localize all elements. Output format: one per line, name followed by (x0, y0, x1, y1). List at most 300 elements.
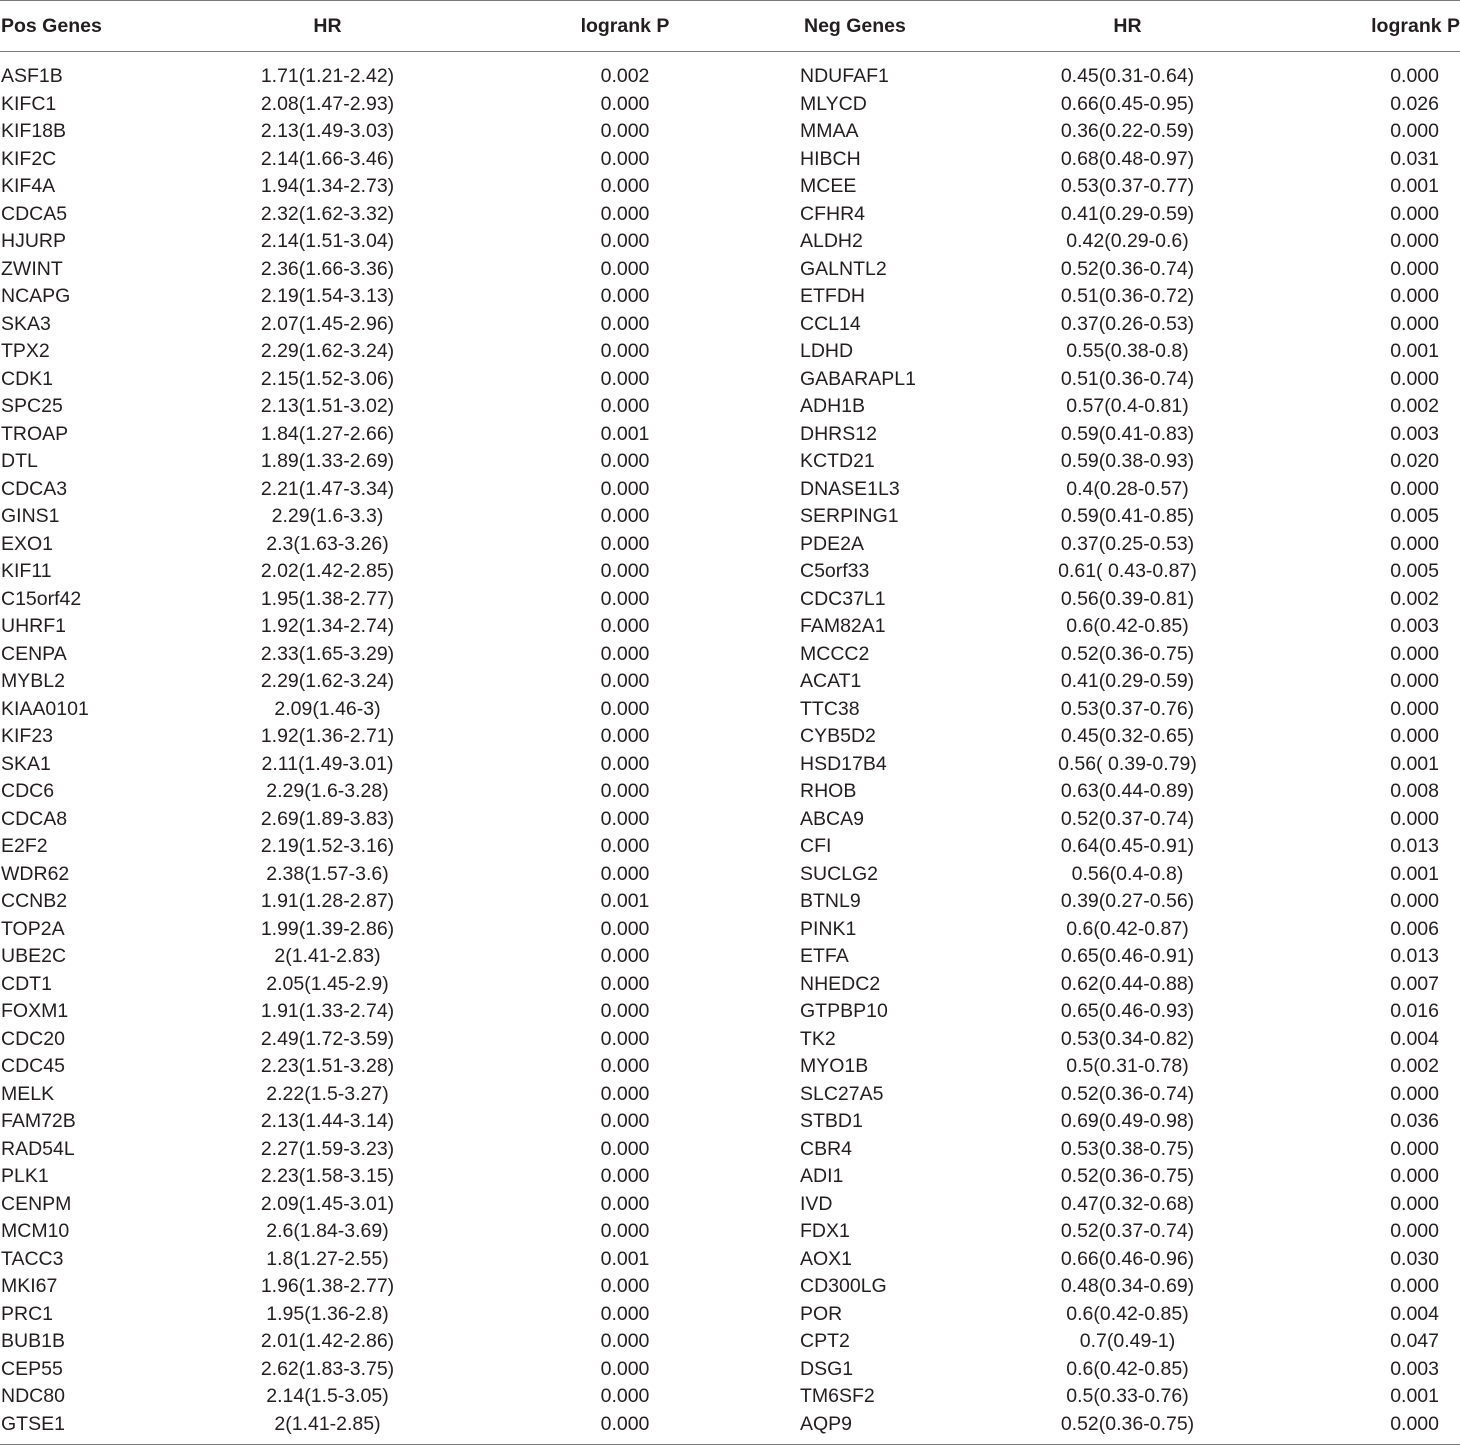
header-neg-logrank-p: logrank P (1305, 1, 1460, 52)
neg-logrank-p-cell: 0.002 (1390, 395, 1439, 418)
table-row (0, 998, 1460, 1026)
neg-gene-cell: TK2 (800, 1027, 836, 1050)
table-row (0, 751, 1460, 779)
neg-hr-cell: 0.56(0.39-0.81) (1060, 587, 1195, 610)
pos-logrank-p-cell: 0.000 (600, 1330, 650, 1353)
pos-gene-cell: KIF23 (1, 725, 54, 748)
pos-hr-cell: 1.99(1.39-2.86) (260, 917, 395, 940)
pos-hr-cell: 2.22(1.5-3.27) (266, 1082, 389, 1105)
neg-hr-cell: 0.53(0.34-0.82) (1060, 1027, 1195, 1050)
neg-logrank-p-cell: 0.013 (1390, 945, 1439, 968)
neg-gene-cell: ALDH2 (800, 230, 863, 253)
pos-gene-cell: MCM10 (1, 1220, 70, 1243)
table-row (0, 228, 1460, 256)
pos-gene-cell: FOXM1 (1, 1000, 69, 1023)
neg-logrank-p-cell: 0.000 (1390, 1275, 1439, 1298)
neg-gene-cell: NDUFAF1 (800, 65, 889, 88)
neg-logrank-p-cell: 0.000 (1390, 697, 1439, 720)
pos-logrank-p-cell: 0.000 (600, 1027, 650, 1050)
neg-hr-cell: 0.52(0.36-0.75) (1060, 1165, 1195, 1188)
neg-gene-cell: ADH1B (800, 395, 866, 418)
pos-hr-cell: 1.94(1.34-2.73) (260, 175, 395, 198)
pos-logrank-p-cell: 0.000 (600, 505, 650, 528)
neg-gene-cell: DSG1 (800, 1357, 854, 1380)
neg-logrank-p-cell: 0.000 (1390, 642, 1439, 665)
pos-hr-cell: 2.05(1.45-2.9) (266, 972, 389, 995)
neg-hr-cell: 0.64(0.45-0.91) (1060, 835, 1195, 858)
neg-logrank-p-cell: 0.000 (1305, 1411, 1460, 1445)
neg-gene-cell: SERPING1 (800, 505, 899, 528)
pos-logrank-p-cell: 0.000 (600, 835, 650, 858)
neg-gene-cell: SUCLG2 (800, 862, 879, 885)
neg-hr-cell: 0.65(0.46-0.93) (1060, 1000, 1195, 1023)
table-row (0, 1081, 1460, 1109)
pos-gene-cell: MELK (1, 1082, 55, 1105)
neg-hr-cell: 0.66(0.46-0.96) (1060, 1247, 1195, 1270)
table-row (0, 1328, 1460, 1356)
neg-gene-cell: CBR4 (800, 1137, 853, 1160)
pos-logrank-p-cell: 0.000 (600, 670, 650, 693)
neg-hr-cell: 0.39(0.27-0.56) (1060, 890, 1195, 913)
pos-logrank-p-cell: 0.001 (600, 890, 650, 913)
pos-logrank-p-cell: 0.000 (600, 917, 650, 940)
neg-gene-cell: GALNTL2 (800, 257, 887, 280)
pos-logrank-p-cell: 0.000 (600, 725, 650, 748)
neg-logrank-p-cell: 0.004 (1390, 1302, 1439, 1325)
pos-hr-cell: 2.23(1.58-3.15) (260, 1165, 395, 1188)
table-row (0, 916, 1460, 944)
pos-gene-cell: CDCA3 (1, 477, 68, 500)
neg-gene-cell: PINK1 (800, 917, 857, 940)
pos-gene-cell: UBE2C (1, 945, 67, 968)
pos-hr-cell: 2.19(1.54-3.13) (260, 285, 395, 308)
neg-hr-cell: 0.69(0.49-0.98) (1060, 1110, 1195, 1133)
pos-hr-cell: 2.29(1.62-3.24) (260, 670, 395, 693)
neg-gene-cell: BTNL9 (800, 890, 861, 913)
pos-logrank-p-cell: 0.000 (600, 945, 650, 968)
neg-hr-cell: 0.41(0.29-0.59) (1060, 670, 1195, 693)
neg-hr-cell: 0.7(0.49-1) (1079, 1330, 1176, 1353)
pos-logrank-p-cell: 0.000 (600, 367, 650, 390)
pos-gene-cell: NDC80 (1, 1385, 65, 1408)
neg-hr-cell: 0.66(0.45-0.95) (1060, 92, 1195, 115)
neg-hr-cell: 0.6(0.42-0.85) (1066, 1357, 1189, 1380)
pos-logrank-p-cell: 0.000 (600, 780, 650, 803)
neg-logrank-p-cell: 0.000 (1390, 1192, 1439, 1215)
neg-gene-cell: C5orf33 (800, 560, 870, 583)
neg-hr-cell: 0.57(0.4-0.81) (1066, 395, 1189, 418)
table-row (0, 1026, 1460, 1054)
pos-logrank-p-cell: 0.000 (600, 175, 650, 198)
table-row (0, 888, 1460, 916)
pos-gene-cell: SPC25 (1, 395, 63, 418)
neg-logrank-p-cell: 0.001 (1390, 752, 1439, 775)
neg-gene-cell: TTC38 (800, 697, 860, 720)
neg-hr-cell: 0.51(0.36-0.74) (1060, 367, 1195, 390)
neg-hr-cell: 0.47(0.32-0.68) (1060, 1192, 1195, 1215)
pos-hr-cell: 2.15(1.52-3.06) (260, 367, 395, 390)
pos-hr-cell: 1.96(1.38-2.77) (260, 1275, 395, 1298)
pos-gene-cell: ZWINT (1, 257, 63, 280)
table-row (0, 448, 1460, 476)
neg-logrank-p-cell: 0.000 (1390, 1137, 1439, 1160)
neg-hr-cell: 0.52(0.36-0.74) (1060, 1082, 1195, 1105)
neg-gene-cell: DHRS12 (800, 422, 877, 445)
neg-hr-cell: 0.42(0.29-0.6) (1066, 230, 1189, 253)
table-row (0, 1163, 1460, 1191)
pos-logrank-p-cell: 0.000 (600, 1220, 650, 1243)
neg-logrank-p-cell: 0.000 (1390, 202, 1439, 225)
pos-logrank-p-cell: 0.000 (600, 92, 650, 115)
pos-hr-cell: 2.38(1.57-3.6) (266, 862, 389, 885)
neg-gene-cell: LDHD (800, 340, 854, 363)
neg-hr-cell: 0.59(0.41-0.83) (1060, 422, 1195, 445)
neg-logrank-p-cell: 0.000 (1390, 285, 1439, 308)
table-row (0, 1246, 1460, 1274)
neg-hr-cell: 0.52(0.36-0.75) (950, 1411, 1305, 1445)
table-row (0, 91, 1460, 119)
pos-gene-cell: EXO1 (1, 532, 54, 555)
pos-logrank-p-cell: 0.000 (600, 697, 650, 720)
neg-hr-cell: 0.52(0.37-0.74) (1060, 1220, 1195, 1243)
neg-gene-cell: CCL14 (800, 312, 861, 335)
pos-gene-cell: BUB1B (1, 1330, 65, 1353)
table-row (0, 558, 1460, 586)
table-row (0, 173, 1460, 201)
neg-logrank-p-cell: 0.006 (1390, 917, 1439, 940)
neg-logrank-p-cell: 0.004 (1390, 1027, 1439, 1050)
table-row (0, 118, 1460, 146)
pos-gene-cell: CDC45 (1, 1055, 65, 1078)
pos-gene-cell: NCAPG (1, 285, 71, 308)
pos-hr-cell: 2(1.41-2.83) (274, 945, 381, 968)
neg-gene-cell: AQP9 (795, 1411, 950, 1445)
table-row (0, 586, 1460, 614)
neg-logrank-p-cell: 0.001 (1390, 1385, 1439, 1408)
table-row (0, 1273, 1460, 1301)
neg-logrank-p-cell: 0.000 (1390, 120, 1439, 143)
pos-gene-cell: TPX2 (1, 340, 50, 363)
table-row (0, 613, 1460, 641)
pos-hr-cell: 2.21(1.47-3.34) (260, 477, 395, 500)
table-row (0, 1356, 1460, 1384)
neg-gene-cell: PDE2A (800, 532, 864, 555)
neg-hr-cell: 0.6(0.42-0.87) (1066, 917, 1189, 940)
neg-gene-cell: CDC37L1 (800, 587, 886, 610)
table-row (0, 283, 1460, 311)
neg-gene-cell: AOX1 (800, 1247, 853, 1270)
pos-logrank-p-cell: 0.000 (600, 587, 650, 610)
pos-logrank-p-cell: 0.000 (600, 1302, 650, 1325)
pos-logrank-p-cell: 0.000 (600, 615, 650, 638)
pos-logrank-p-cell: 0.000 (600, 395, 650, 418)
pos-hr-cell: 1.91(1.33-2.74) (260, 1000, 395, 1023)
neg-gene-cell: MLYCD (800, 92, 867, 115)
pos-hr-cell: 2.29(1.62-3.24) (260, 340, 395, 363)
pos-gene-cell: DTL (1, 450, 38, 473)
table-row (0, 1191, 1460, 1219)
neg-gene-cell: STBD1 (800, 1110, 863, 1133)
pos-gene-cell: MYBL2 (1, 670, 65, 693)
table-row (0, 1383, 1460, 1411)
pos-gene-cell: CEP55 (1, 1357, 63, 1380)
neg-gene-cell: FAM82A1 (800, 615, 886, 638)
neg-hr-cell: 0.56( 0.39-0.79) (1058, 752, 1197, 775)
pos-hr-cell: 2.62(1.83-3.75) (260, 1357, 395, 1380)
neg-logrank-p-cell: 0.000 (1390, 1082, 1439, 1105)
neg-gene-cell: CPT2 (800, 1330, 850, 1353)
neg-gene-cell: HIBCH (800, 147, 861, 170)
pos-hr-cell: 2.14(1.51-3.04) (260, 230, 395, 253)
pos-gene-cell: TOP2A (1, 917, 65, 940)
neg-gene-cell: MYO1B (800, 1055, 869, 1078)
pos-gene-cell: SKA3 (1, 312, 51, 335)
neg-gene-cell: NHEDC2 (800, 972, 881, 995)
pos-logrank-p-cell: 0.000 (600, 1055, 650, 1078)
pos-hr-cell: 1.95(1.36-2.8) (266, 1302, 389, 1325)
pos-gene-cell: UHRF1 (1, 615, 67, 638)
neg-logrank-p-cell: 0.020 (1390, 450, 1439, 473)
pos-logrank-p-cell: 0.000 (600, 862, 650, 885)
pos-logrank-p-cell: 0.000 (600, 1165, 650, 1188)
pos-logrank-p-cell: 0.000 (600, 1137, 650, 1160)
neg-logrank-p-cell: 0.002 (1390, 587, 1439, 610)
neg-gene-cell: ABCA9 (800, 807, 864, 830)
table-header (0, 1, 1460, 52)
neg-hr-cell: 0.45(0.32-0.65) (1060, 725, 1195, 748)
neg-hr-cell: 0.59(0.38-0.93) (1060, 450, 1195, 473)
pos-hr-cell: 1.89(1.33-2.69) (260, 450, 395, 473)
pos-hr-cell: 2.49(1.72-3.59) (260, 1027, 395, 1050)
table-row (0, 668, 1460, 696)
pos-logrank-p-cell: 0.000 (600, 807, 650, 830)
pos-hr-cell: 2.13(1.49-3.03) (260, 120, 395, 143)
neg-hr-cell: 0.6(0.42-0.85) (1066, 1302, 1189, 1325)
pos-hr-cell: 1.92(1.36-2.71) (260, 725, 395, 748)
neg-hr-cell: 0.48(0.34-0.69) (1060, 1275, 1195, 1298)
pos-gene-cell: CDCA5 (1, 202, 68, 225)
pos-logrank-p-cell: 0.000 (600, 1275, 650, 1298)
neg-logrank-p-cell: 0.007 (1390, 972, 1439, 995)
neg-logrank-p-cell: 0.003 (1390, 615, 1439, 638)
table-row (0, 256, 1460, 284)
neg-hr-cell: 0.65(0.46-0.91) (1060, 945, 1195, 968)
pos-hr-cell: 2.13(1.44-3.14) (260, 1110, 395, 1133)
pos-logrank-p-cell: 0.000 (600, 285, 650, 308)
neg-hr-cell: 0.56(0.4-0.8) (1071, 862, 1184, 885)
pos-hr-cell: 2.3(1.63-3.26) (266, 532, 389, 555)
neg-logrank-p-cell: 0.008 (1390, 780, 1439, 803)
pos-logrank-p-cell: 0.000 (455, 1411, 795, 1445)
pos-gene-cell: HJURP (1, 230, 67, 253)
pos-gene-cell: GINS1 (1, 505, 60, 528)
neg-hr-cell: 0.51(0.36-0.72) (1060, 285, 1195, 308)
table-row (0, 1218, 1460, 1246)
neg-logrank-p-cell: 0.000 (1390, 670, 1439, 693)
pos-logrank-p-cell: 0.000 (600, 1082, 650, 1105)
pos-gene-cell: TACC3 (1, 1247, 64, 1270)
pos-hr-cell: 2(1.41-2.85) (200, 1411, 455, 1445)
neg-hr-cell: 0.5(0.31-0.78) (1066, 1055, 1189, 1078)
neg-gene-cell: TM6SF2 (800, 1385, 875, 1408)
pos-hr-cell: 2.69(1.89-3.83) (260, 807, 395, 830)
table-row (0, 943, 1460, 971)
table-row (0, 1053, 1460, 1081)
neg-hr-cell: 0.61( 0.43-0.87) (1058, 560, 1197, 583)
pos-gene-cell: MKI67 (1, 1275, 58, 1298)
neg-gene-cell: RHOB (800, 780, 857, 803)
header-pos-hr: HR (200, 1, 455, 52)
pos-gene-cell: KIAA0101 (1, 697, 89, 720)
neg-hr-cell: 0.45(0.31-0.64) (1060, 65, 1195, 88)
table-row (0, 1301, 1460, 1329)
header-pos-genes: Pos Genes (0, 1, 200, 52)
neg-gene-cell: MMAA (800, 120, 859, 143)
neg-logrank-p-cell: 0.001 (1390, 340, 1439, 363)
neg-logrank-p-cell: 0.000 (1390, 890, 1439, 913)
pos-logrank-p-cell: 0.000 (600, 257, 650, 280)
table-row (0, 971, 1460, 999)
pos-gene-cell: PLK1 (1, 1165, 49, 1188)
table-row (0, 1136, 1460, 1164)
neg-hr-cell: 0.37(0.25-0.53) (1060, 532, 1195, 555)
pos-logrank-p-cell: 0.000 (600, 972, 650, 995)
table-row (0, 1108, 1460, 1136)
table-row (0, 338, 1460, 366)
neg-hr-cell: 0.5(0.33-0.76) (1066, 1385, 1189, 1408)
pos-hr-cell: 2.01(1.42-2.86) (260, 1330, 395, 1353)
pos-logrank-p-cell: 0.000 (600, 1000, 650, 1023)
pos-gene-cell: CDCA8 (1, 807, 68, 830)
neg-logrank-p-cell: 0.000 (1390, 725, 1439, 748)
neg-gene-cell: CYB5D2 (800, 725, 876, 748)
neg-hr-cell: 0.4(0.28-0.57) (1066, 477, 1189, 500)
pos-gene-cell: GTSE1 (0, 1411, 200, 1445)
pos-hr-cell: 2.13(1.51-3.02) (260, 395, 395, 418)
neg-gene-cell: FDX1 (800, 1220, 850, 1243)
neg-gene-cell: CFI (800, 835, 832, 858)
table-row (0, 366, 1460, 394)
neg-hr-cell: 0.53(0.37-0.76) (1060, 697, 1195, 720)
pos-gene-cell: PRC1 (1, 1302, 54, 1325)
pos-hr-cell: 2.14(1.5-3.05) (266, 1385, 389, 1408)
neg-gene-cell: IVD (800, 1192, 833, 1215)
pos-logrank-p-cell: 0.000 (600, 642, 650, 665)
neg-gene-cell: GTPBP10 (800, 1000, 888, 1023)
table-row (0, 861, 1460, 889)
pos-gene-cell: E2F2 (1, 835, 48, 858)
table-row (0, 311, 1460, 339)
pos-gene-cell: CENPA (1, 642, 67, 665)
pos-hr-cell: 2.32(1.62-3.32) (260, 202, 395, 225)
table-row (0, 421, 1460, 449)
pos-hr-cell: 1.92(1.34-2.74) (260, 615, 395, 638)
pos-hr-cell: 2.23(1.51-3.28) (260, 1055, 395, 1078)
neg-logrank-p-cell: 0.013 (1390, 835, 1439, 858)
neg-hr-cell: 0.6(0.42-0.85) (1066, 615, 1189, 638)
pos-hr-cell: 2.08(1.47-2.93) (260, 92, 395, 115)
neg-gene-cell: ETFDH (800, 285, 865, 308)
neg-gene-cell: POR (800, 1302, 843, 1325)
pos-gene-cell: KIF4A (1, 175, 56, 198)
table-row (0, 52, 1460, 91)
neg-hr-cell: 0.63(0.44-0.89) (1060, 780, 1195, 803)
neg-logrank-p-cell: 0.003 (1390, 1357, 1439, 1380)
neg-gene-cell: KCTD21 (800, 450, 875, 473)
pos-hr-cell: 2.29(1.6-3.28) (266, 780, 389, 803)
neg-logrank-p-cell: 0.030 (1390, 1247, 1439, 1270)
neg-gene-cell: ETFA (800, 945, 849, 968)
pos-logrank-p-cell: 0.000 (600, 230, 650, 253)
table-row (0, 806, 1460, 834)
pos-hr-cell: 1.84(1.27-2.66) (260, 422, 395, 445)
header-pos-logrank-p: logrank P (455, 1, 795, 52)
pos-gene-cell: CCNB2 (1, 890, 68, 913)
neg-logrank-p-cell: 0.005 (1390, 560, 1439, 583)
table-row (0, 201, 1460, 229)
pos-gene-cell: RAD54L (1, 1137, 75, 1160)
pos-gene-cell: FAM72B (1, 1110, 76, 1133)
pos-gene-cell: CDC6 (1, 780, 55, 803)
pos-hr-cell: 2.36(1.66-3.36) (260, 257, 395, 280)
neg-gene-cell: MCEE (800, 175, 857, 198)
pos-logrank-p-cell: 0.000 (600, 147, 650, 170)
neg-logrank-p-cell: 0.036 (1390, 1110, 1439, 1133)
pos-logrank-p-cell: 0.000 (600, 120, 650, 143)
neg-logrank-p-cell: 0.001 (1390, 862, 1439, 885)
pos-hr-cell: 2.19(1.52-3.16) (260, 835, 395, 858)
neg-logrank-p-cell: 0.000 (1390, 1220, 1439, 1243)
neg-hr-cell: 0.37(0.26-0.53) (1060, 312, 1195, 335)
pos-hr-cell: 2.33(1.65-3.29) (260, 642, 395, 665)
header-neg-genes: Neg Genes (795, 1, 950, 52)
pos-gene-cell: CDK1 (1, 367, 54, 390)
neg-logrank-p-cell: 0.000 (1390, 65, 1439, 88)
neg-hr-cell: 0.36(0.22-0.59) (1060, 120, 1195, 143)
neg-logrank-p-cell: 0.000 (1390, 230, 1439, 253)
pos-gene-cell: TROAP (1, 422, 69, 445)
pos-hr-cell: 2.09(1.46-3) (274, 697, 381, 720)
pos-logrank-p-cell: 0.001 (600, 1247, 650, 1270)
pos-gene-cell: KIFC1 (1, 92, 57, 115)
neg-hr-cell: 0.41(0.29-0.59) (1060, 202, 1195, 225)
pos-gene-cell: ASF1B (1, 65, 63, 88)
neg-hr-cell: 0.52(0.36-0.74) (1060, 257, 1195, 280)
pos-logrank-p-cell: 0.000 (600, 450, 650, 473)
pos-hr-cell: 2.27(1.59-3.23) (260, 1137, 395, 1160)
header-neg-hr: HR (950, 1, 1305, 52)
pos-logrank-p-cell: 0.000 (600, 1110, 650, 1133)
pos-logrank-p-cell: 0.000 (600, 477, 650, 500)
pos-hr-cell: 2.02(1.42-2.85) (260, 560, 395, 583)
neg-hr-cell: 0.68(0.48-0.97) (1060, 147, 1195, 170)
neg-logrank-p-cell: 0.000 (1390, 257, 1439, 280)
pos-logrank-p-cell: 0.001 (600, 422, 650, 445)
table-row (0, 696, 1460, 724)
neg-logrank-p-cell: 0.000 (1390, 477, 1439, 500)
neg-hr-cell: 0.55(0.38-0.8) (1066, 340, 1189, 363)
pos-logrank-p-cell: 0.000 (600, 340, 650, 363)
neg-hr-cell: 0.62(0.44-0.88) (1060, 972, 1195, 995)
neg-gene-cell: CD300LG (800, 1275, 887, 1298)
pos-gene-cell: SKA1 (1, 752, 51, 775)
pos-logrank-p-cell: 0.002 (600, 65, 650, 88)
pos-gene-cell: CDC20 (1, 1027, 65, 1050)
pos-logrank-p-cell: 0.000 (600, 752, 650, 775)
neg-logrank-p-cell: 0.005 (1390, 505, 1439, 528)
neg-logrank-p-cell: 0.000 (1390, 367, 1439, 390)
pos-logrank-p-cell: 0.000 (600, 1357, 650, 1380)
